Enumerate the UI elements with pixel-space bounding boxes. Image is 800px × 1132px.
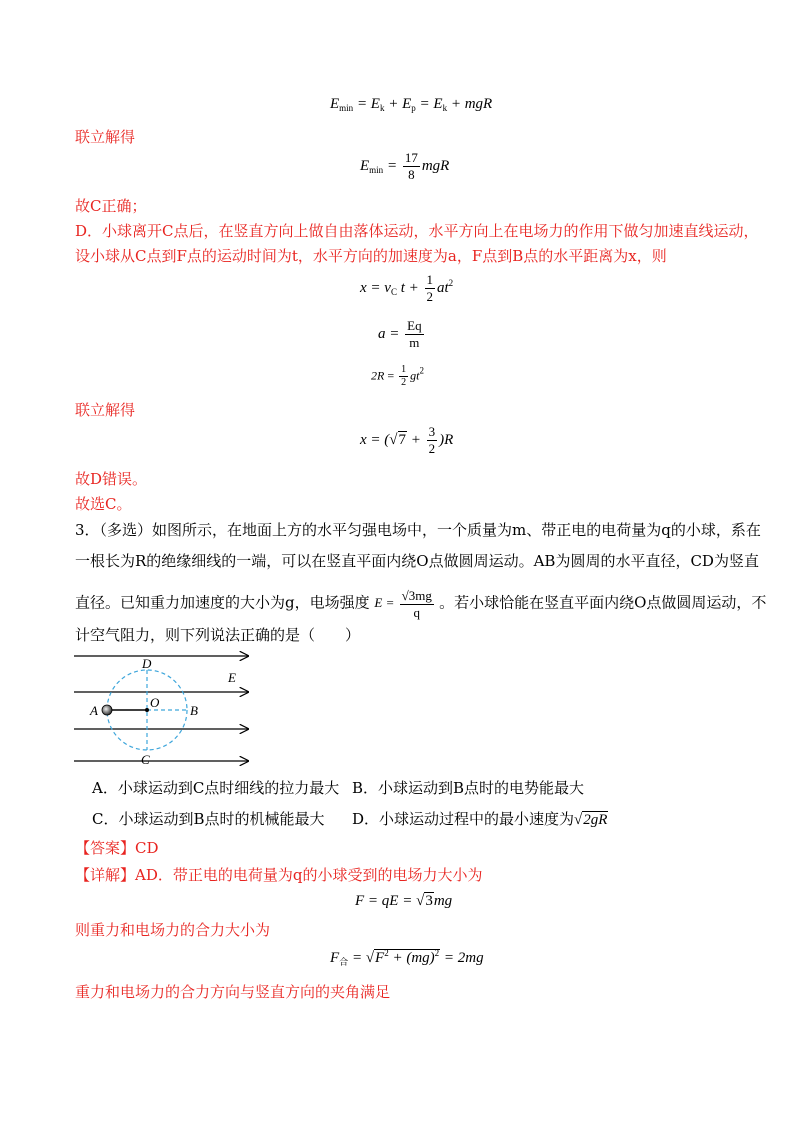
question-3-line3: 直径。已知重力加速度的大小为g，电场强度 E = $\frac{√3mg}{q}$ 。若小球恰能在竖直平面内绕O点做圆周运动，不	[75, 588, 767, 620]
equation-e-strength: E = $\frac{√3mg}{q}$	[374, 588, 432, 620]
equation-2r: 2R = $\frac{1}{2}$ $gt^2$	[371, 364, 424, 388]
detail-line: 【详解】AD．带正电的电荷量为q的小球受到的电场力大小为	[75, 866, 483, 884]
field-circle-diagram	[72, 648, 252, 766]
text-angle: 重力和电场力的合力方向与竖直方向的夹角满足	[75, 983, 391, 1001]
equation-a: a = $\frac{Eq}{m}$	[378, 318, 422, 350]
text-d-line2: 设小球从C点到F点的运动时间为t，水平方向的加速度为a，F点到B点的水平距离为x，则	[75, 247, 667, 265]
text-choose: 故选C。	[75, 495, 132, 513]
label-O: O	[150, 695, 160, 710]
label-D: D	[142, 656, 152, 671]
text-d-line1: D．小球离开C点后，在竖直方向上做自由落体运动，水平方向上在电场力的作用下做匀加速直线运动，	[75, 222, 759, 240]
option-d: D．小球运动过程中的最小速度为√2gR	[352, 810, 608, 828]
question-3-line4: 计空气阻力，则下列说法正确的是（ ）	[75, 626, 361, 644]
label-A: A	[90, 703, 98, 718]
equation-x-result: x = (√7 + $\frac{3}{2}$ )R	[360, 424, 454, 456]
question-3-line1: 3．（多选）如图所示，在地面上方的水平匀强电场中，一个质量为m、带正电的电荷量为q的小球，系在	[75, 521, 761, 539]
option-c: C．小球运动到B点时的机械能最大	[92, 810, 325, 828]
equation-emin-2: $E_{min}$ = $\frac{17}{8}$ mgR	[360, 150, 450, 182]
equation-emin-1: $E_{min} = E_k + E_p = E_k$ + mgR	[330, 96, 493, 113]
text-resultant: 则重力和电场力的合力大小为	[75, 921, 271, 939]
answer-line: 【答案】CD	[75, 839, 159, 857]
question-3-line2: 一根长为R的绝缘细线的一端，可以在竖直平面内绕O点做圆周运动。AB为圆周的水平直径，CD为竖直	[75, 552, 759, 570]
label-B: B	[190, 703, 198, 718]
equation-f-he: $F_合 = √F^2 + (mg)^2 = 2mg$	[330, 948, 484, 967]
equation-min-speed: √2gR	[574, 812, 608, 828]
label-C: C	[141, 752, 150, 766]
equation-f: F = qE = √3mg	[355, 893, 453, 909]
option-a: A．小球运动到C点时细线的拉力最大	[92, 779, 340, 797]
label-E: E	[228, 670, 236, 685]
center-point	[145, 708, 149, 712]
option-b: B．小球运动到B点时的电势能最大	[352, 779, 585, 797]
text-lianli-2: 联立解得	[75, 401, 136, 419]
equation-x: $x = v_C$ t + $\frac{1}{2}$ $at^2$	[360, 272, 454, 304]
text-d-wrong: 故D错误。	[75, 470, 148, 488]
text-lianli-1: 联立解得	[75, 128, 136, 146]
text-c-correct: 故C正确；	[75, 197, 147, 215]
ball	[102, 705, 112, 715]
